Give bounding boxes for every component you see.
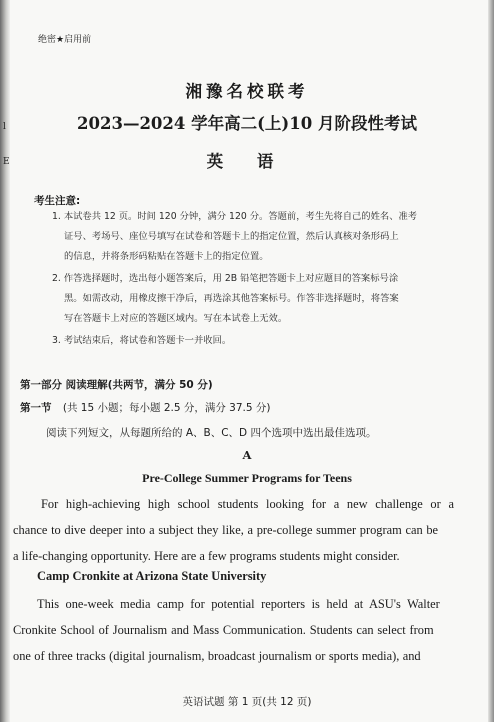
- p1-line-1: For high-achieving high school students looking for a new challenge or a: [41, 497, 454, 511]
- exam-title-term: 2023—2024 学年高二(上)10 月阶段性考试: [77, 114, 417, 133]
- note-item-2: [52, 269, 452, 329]
- margin-mark-a: l: [3, 122, 6, 132]
- note-1-line-2: 证号、考场号、座位号填写在试卷和答题卡上的指定位置，然后认真核对条形码上: [64, 231, 399, 242]
- note-1-line-3: 的信息，并将条形码粘贴在答题卡上的指定位置。: [64, 251, 269, 262]
- page-footer: 英语试题 第 1 页(共 12 页): [182, 696, 312, 708]
- note-2-line-2: 黑。如需改动，用橡皮擦干净后，再选涂其他答案标号。作答非选择题时，将答案: [64, 293, 399, 304]
- exam-subject: 英 语: [206, 152, 288, 171]
- notes-heading: 考生注意:: [34, 195, 81, 207]
- note-item-1: [52, 207, 452, 267]
- scan-left-edge: [0, 0, 10, 722]
- p2-line-3: one of three tracks (digital journalism, broadcast journalism or sports media), and: [13, 649, 421, 663]
- note-1-line-1: 1. 本试卷共 12 页。时间 120 分钟，满分 120 分。答题前，考生先将自己的姓名、准考: [52, 211, 418, 222]
- reading-instruction: 阅读下列短文，从每题所给的 A、B、C、D 四个选项中选出最佳选项。: [46, 427, 377, 439]
- part-one-heading: 第一部分 阅读理解(共两节，满分 50 分): [20, 379, 213, 391]
- section-one-detail: (共 15 小题；每小题 2.5 分，满分 37.5 分): [62, 402, 271, 414]
- note-3-line-1: 3. 考试结束后，将试卷和答题卡一并收回。: [52, 335, 232, 346]
- margin-mark-b: E: [3, 157, 10, 167]
- note-2-line-3: 写在答题卡上对应的答题区域内。写在本试卷上无效。: [64, 313, 288, 324]
- camp-subheading: Camp Cronkite at Arizona State University: [37, 569, 267, 583]
- section-one-heading: [20, 400, 271, 415]
- note-item-3: [52, 331, 452, 351]
- p1-line-2: chance to dive deeper into a subject they like, a pre-college summer program can be: [13, 523, 439, 537]
- confidential-label: 绝密★启用前: [38, 35, 92, 45]
- p1-line-3: a life-changing opportunity. Here are a few programs students might consider.: [13, 549, 400, 563]
- scan-right-edge: [488, 0, 494, 722]
- p2-line-2: Cronkite School of Journalism and Mass Communication. Students can select from: [13, 623, 434, 637]
- passage-letter: A: [242, 448, 252, 462]
- passage-paragraph-1: [13, 491, 461, 569]
- passage-paragraph-2: [13, 591, 461, 669]
- p2-line-1: This one-week media camp for potential reporters is held at ASU's Walter: [37, 597, 440, 611]
- passage-title: Pre-College Summer Programs for Teens: [142, 471, 352, 485]
- note-2-line-1: 2. 作答选择题时，选出每小题答案后，用 2B 铅笔把答题卡上对应题目的答案标号涂: [52, 273, 399, 284]
- section-one-label: 第一节: [20, 402, 52, 414]
- exam-title-alliance: 湘豫名校联考: [185, 82, 309, 101]
